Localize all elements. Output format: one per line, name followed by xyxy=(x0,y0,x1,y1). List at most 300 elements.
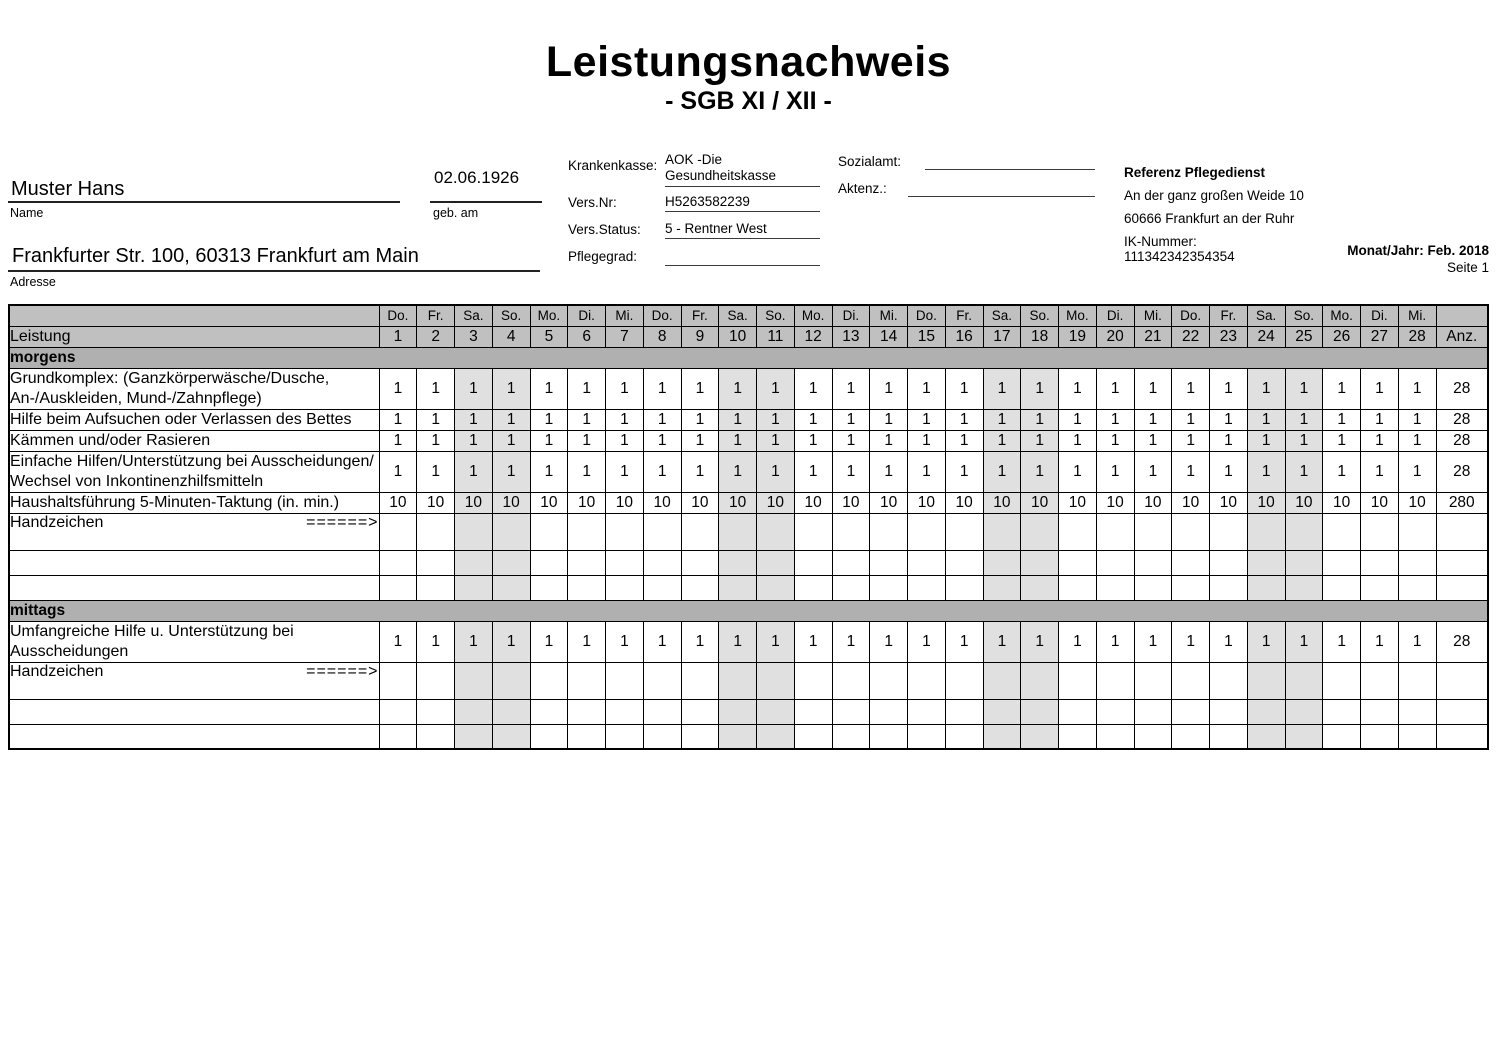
day-value-cell: 1 xyxy=(1210,368,1248,409)
day-value-cell: 1 xyxy=(568,430,606,451)
empty-day-cell xyxy=(719,550,757,575)
signature-cell xyxy=(945,513,983,550)
signature-cell xyxy=(379,513,417,550)
handzeichen-arrow: ======> xyxy=(306,513,379,531)
day-value-cell: 1 xyxy=(983,451,1021,492)
page-title: Leistungsnachweis xyxy=(545,38,952,86)
day-value-cell: 1 xyxy=(1323,368,1361,409)
day-value-cell: 1 xyxy=(1398,409,1436,430)
day-value-cell: 1 xyxy=(492,430,530,451)
empty-day-cell xyxy=(757,699,795,724)
provider-street: An der ganz großen Weide 10 xyxy=(1124,188,1304,203)
month-year-label: Monat/Jahr: Feb. 2018 xyxy=(1347,243,1489,258)
empty-day-cell xyxy=(757,575,795,600)
day-value-cell: 1 xyxy=(757,409,795,430)
day-value-cell: 1 xyxy=(1247,621,1285,662)
day-number-header-9: 9 xyxy=(681,326,719,347)
signature-cell xyxy=(1059,513,1097,550)
empty-day-cell xyxy=(1021,724,1059,749)
day-value-cell: 1 xyxy=(568,409,606,430)
day-value-cell: 1 xyxy=(568,621,606,662)
anz-value-cell: 28 xyxy=(1436,621,1488,662)
page-number-label: Seite 1 xyxy=(1446,260,1489,275)
day-value-cell: 1 xyxy=(1172,430,1210,451)
day-value-cell: 1 xyxy=(1323,621,1361,662)
day-number-header-13: 13 xyxy=(832,326,870,347)
empty-day-cell xyxy=(568,699,606,724)
empty-day-cell xyxy=(1361,699,1399,724)
signature-cell xyxy=(1285,662,1323,699)
service-table xyxy=(8,304,1489,750)
signature-cell xyxy=(530,513,568,550)
day-number-header-24: 24 xyxy=(1247,326,1285,347)
empty-day-cell xyxy=(1096,550,1134,575)
day-value-cell: 10 xyxy=(1172,492,1210,513)
day-number-header-14: 14 xyxy=(870,326,908,347)
page-subtitle: - SGB XI / XII - xyxy=(665,87,832,115)
empty-day-cell xyxy=(643,699,681,724)
day-value-cell: 10 xyxy=(1210,492,1248,513)
day-number-header-25: 25 xyxy=(1285,326,1323,347)
provider-ik-label: IK-Nummer: xyxy=(1124,234,1197,249)
day-value-cell: 1 xyxy=(908,621,946,662)
empty-day-cell xyxy=(530,550,568,575)
day-value-cell: 1 xyxy=(1398,451,1436,492)
empty-day-cell xyxy=(832,724,870,749)
empty-day-cell xyxy=(719,699,757,724)
day-value-cell: 1 xyxy=(455,409,493,430)
empty-day-cell xyxy=(945,575,983,600)
empty-day-cell xyxy=(1285,724,1323,749)
day-value-cell: 1 xyxy=(606,451,644,492)
anz-header-spacer xyxy=(1436,305,1488,326)
day-value-cell: 1 xyxy=(983,409,1021,430)
service-table-wrap xyxy=(8,304,1489,750)
signature-cell xyxy=(757,513,795,550)
signature-cell xyxy=(794,662,832,699)
day-value-cell: 1 xyxy=(870,409,908,430)
empty-day-cell xyxy=(794,699,832,724)
day-name-header-27: Di. xyxy=(1361,305,1399,326)
empty-day-cell xyxy=(832,550,870,575)
empty-day-cell xyxy=(1059,724,1097,749)
day-value-cell: 1 xyxy=(983,368,1021,409)
day-value-cell: 10 xyxy=(1134,492,1172,513)
day-value-cell: 1 xyxy=(1059,430,1097,451)
signature-cell xyxy=(832,662,870,699)
service-label: Grundkomplex: (Ganzkörperwäsche/Dusche, An-/Auskleiden, Mund-/Zahnpflege) xyxy=(9,368,379,409)
day-value-cell: 1 xyxy=(643,621,681,662)
day-value-cell: 1 xyxy=(455,621,493,662)
signature-cell xyxy=(1172,662,1210,699)
patient-address-label: Adresse xyxy=(10,275,56,289)
day-value-cell: 1 xyxy=(1247,409,1285,430)
day-value-cell: 1 xyxy=(1172,409,1210,430)
empty-day-cell xyxy=(643,724,681,749)
empty-day-cell xyxy=(1172,699,1210,724)
signature-cell xyxy=(643,662,681,699)
day-value-cell: 1 xyxy=(832,430,870,451)
day-value-cell: 1 xyxy=(417,621,455,662)
day-value-cell: 1 xyxy=(1247,368,1285,409)
day-value-cell: 1 xyxy=(530,621,568,662)
empty-day-cell xyxy=(908,575,946,600)
day-value-cell: 1 xyxy=(455,368,493,409)
section-header-morgens: morgens xyxy=(9,347,1488,368)
day-value-cell: 1 xyxy=(908,430,946,451)
day-value-cell: 1 xyxy=(1021,621,1059,662)
day-value-cell: 1 xyxy=(794,451,832,492)
day-value-cell: 1 xyxy=(643,451,681,492)
day-value-cell: 1 xyxy=(757,430,795,451)
day-number-header-17: 17 xyxy=(983,326,1021,347)
anz-value-cell: 28 xyxy=(1436,451,1488,492)
day-value-cell: 1 xyxy=(1059,368,1097,409)
day-name-header-20: Di. xyxy=(1096,305,1134,326)
signature-cell xyxy=(1323,662,1361,699)
empty-day-cell xyxy=(455,575,493,600)
empty-day-cell xyxy=(417,699,455,724)
empty-day-cell xyxy=(417,724,455,749)
day-value-cell: 10 xyxy=(606,492,644,513)
day-value-cell: 10 xyxy=(719,492,757,513)
empty-day-cell xyxy=(1210,575,1248,600)
day-value-cell: 1 xyxy=(908,451,946,492)
anz-header: Anz. xyxy=(1436,326,1488,347)
day-name-header-3: Sa. xyxy=(455,305,493,326)
day-name-header-14: Mi. xyxy=(870,305,908,326)
empty-day-cell xyxy=(643,550,681,575)
sozialamt-label: Sozialamt: xyxy=(838,154,902,169)
day-value-cell: 10 xyxy=(379,492,417,513)
signature-cell xyxy=(945,662,983,699)
service-label: Hilfe beim Aufsuchen oder Verlassen des Bettes xyxy=(9,409,379,430)
empty-day-cell xyxy=(643,575,681,600)
empty-day-cell xyxy=(1172,550,1210,575)
signature-cell xyxy=(1096,662,1134,699)
day-value-cell: 1 xyxy=(1361,409,1399,430)
day-value-cell: 10 xyxy=(568,492,606,513)
empty-day-cell xyxy=(1172,724,1210,749)
day-value-cell: 1 xyxy=(719,409,757,430)
signature-cell xyxy=(1059,662,1097,699)
empty-day-cell xyxy=(1134,699,1172,724)
krankenkasse-value: AOK -Die Gesundheitskasse xyxy=(665,152,820,187)
day-value-cell: 1 xyxy=(681,451,719,492)
day-value-cell: 1 xyxy=(1134,621,1172,662)
empty-day-cell xyxy=(983,550,1021,575)
empty-day-cell xyxy=(832,699,870,724)
day-name-header-24: Sa. xyxy=(1247,305,1285,326)
day-value-cell: 10 xyxy=(908,492,946,513)
day-value-cell: 1 xyxy=(643,409,681,430)
empty-day-cell xyxy=(908,699,946,724)
day-value-cell: 1 xyxy=(719,430,757,451)
empty-day-cell xyxy=(1096,724,1134,749)
day-value-cell: 1 xyxy=(492,409,530,430)
signature-cell xyxy=(870,662,908,699)
empty-label xyxy=(9,724,379,749)
empty-day-cell xyxy=(983,724,1021,749)
day-name-header-8: Do. xyxy=(643,305,681,326)
day-value-cell: 10 xyxy=(417,492,455,513)
day-value-cell: 1 xyxy=(1210,621,1248,662)
day-name-header-2: Fr. xyxy=(417,305,455,326)
anz-value-cell: 28 xyxy=(1436,409,1488,430)
day-name-header-16: Fr. xyxy=(945,305,983,326)
day-value-cell: 10 xyxy=(870,492,908,513)
day-name-header-17: Sa. xyxy=(983,305,1021,326)
signature-cell xyxy=(1247,662,1285,699)
day-value-cell: 1 xyxy=(1210,430,1248,451)
empty-day-cell xyxy=(606,550,644,575)
handzeichen-label xyxy=(9,513,379,550)
day-number-header-19: 19 xyxy=(1059,326,1097,347)
day-value-cell: 1 xyxy=(568,451,606,492)
signature-cell xyxy=(870,513,908,550)
day-value-cell: 1 xyxy=(1361,621,1399,662)
empty-day-cell xyxy=(1361,724,1399,749)
service-label: Umfangreiche Hilfe u. Unterstützung bei Ausscheidungen xyxy=(9,621,379,662)
day-value-cell: 10 xyxy=(832,492,870,513)
day-number-header-2: 2 xyxy=(417,326,455,347)
signature-cell xyxy=(794,513,832,550)
day-value-cell: 1 xyxy=(530,409,568,430)
day-value-cell: 1 xyxy=(568,368,606,409)
signature-cell xyxy=(1398,513,1436,550)
empty-day-cell xyxy=(1021,575,1059,600)
empty-day-cell xyxy=(568,724,606,749)
day-value-cell: 1 xyxy=(719,451,757,492)
day-name-header-7: Mi. xyxy=(606,305,644,326)
aktenz-label: Aktenz.: xyxy=(838,181,887,196)
empty-day-cell xyxy=(945,699,983,724)
day-value-cell: 1 xyxy=(832,451,870,492)
provider-name: Referenz Pflegedienst xyxy=(1124,165,1266,180)
empty-day-cell xyxy=(606,699,644,724)
empty-day-cell xyxy=(492,724,530,749)
day-number-header-22: 22 xyxy=(1172,326,1210,347)
day-value-cell: 1 xyxy=(1285,409,1323,430)
empty-day-cell xyxy=(1172,575,1210,600)
empty-day-cell xyxy=(492,575,530,600)
vers-status-label: Vers.Status: xyxy=(568,222,641,237)
day-value-cell: 1 xyxy=(417,368,455,409)
handzeichen-text: Handzeichen xyxy=(10,662,104,680)
day-value-cell: 1 xyxy=(681,368,719,409)
day-value-cell: 1 xyxy=(1096,409,1134,430)
day-name-header-4: So. xyxy=(492,305,530,326)
day-value-cell: 1 xyxy=(1096,451,1134,492)
signature-cell xyxy=(568,513,606,550)
day-number-header-27: 27 xyxy=(1361,326,1399,347)
day-number-header-8: 8 xyxy=(643,326,681,347)
day-value-cell: 1 xyxy=(606,430,644,451)
empty-day-cell xyxy=(1247,575,1285,600)
empty-day-cell xyxy=(1134,575,1172,600)
empty-day-cell xyxy=(983,575,1021,600)
day-value-cell: 1 xyxy=(1285,451,1323,492)
krankenkasse-label: Krankenkasse: xyxy=(568,158,658,173)
day-value-cell: 1 xyxy=(530,368,568,409)
signature-cell xyxy=(417,513,455,550)
day-value-cell: 1 xyxy=(1096,430,1134,451)
empty-day-cell xyxy=(794,724,832,749)
day-name-header-13: Di. xyxy=(832,305,870,326)
signature-cell xyxy=(1285,513,1323,550)
day-value-cell: 1 xyxy=(794,621,832,662)
vers-status-value: 5 - Rentner West xyxy=(665,221,820,239)
day-value-cell: 10 xyxy=(1059,492,1097,513)
day-value-cell: 1 xyxy=(757,621,795,662)
patient-address-value: Frankfurter Str. 100, 60313 Frankfurt am Main xyxy=(8,245,540,272)
day-value-cell: 1 xyxy=(1134,368,1172,409)
day-value-cell: 1 xyxy=(719,621,757,662)
anz-empty-cell xyxy=(1436,550,1488,575)
signature-cell xyxy=(492,513,530,550)
empty-day-cell xyxy=(719,575,757,600)
day-name-header-23: Fr. xyxy=(1210,305,1248,326)
day-name-header-18: So. xyxy=(1021,305,1059,326)
empty-day-cell xyxy=(1210,724,1248,749)
signature-cell xyxy=(1096,513,1134,550)
signature-cell xyxy=(417,662,455,699)
empty-day-cell xyxy=(606,575,644,600)
day-name-header-1: Do. xyxy=(379,305,417,326)
day-value-cell: 1 xyxy=(794,409,832,430)
day-value-cell: 1 xyxy=(455,451,493,492)
day-name-header-25: So. xyxy=(1285,305,1323,326)
empty-day-cell xyxy=(1059,699,1097,724)
empty-day-cell xyxy=(1285,550,1323,575)
day-value-cell: 10 xyxy=(530,492,568,513)
day-number-header-3: 3 xyxy=(455,326,493,347)
signature-cell xyxy=(719,513,757,550)
day-value-cell: 1 xyxy=(1059,451,1097,492)
empty-day-cell xyxy=(379,575,417,600)
service-label: Kämmen und/oder Rasieren xyxy=(9,430,379,451)
empty-day-cell xyxy=(455,550,493,575)
handzeichen-label xyxy=(9,662,379,699)
table-corner-cell xyxy=(9,305,379,326)
day-value-cell: 1 xyxy=(1398,368,1436,409)
day-value-cell: 1 xyxy=(1323,451,1361,492)
day-value-cell: 1 xyxy=(757,368,795,409)
day-number-header-16: 16 xyxy=(945,326,983,347)
day-value-cell: 1 xyxy=(983,430,1021,451)
patient-name-value: Muster Hans xyxy=(8,178,400,203)
day-value-cell: 10 xyxy=(945,492,983,513)
day-value-cell: 1 xyxy=(908,368,946,409)
day-value-cell: 1 xyxy=(945,409,983,430)
empty-day-cell xyxy=(1021,699,1059,724)
signature-cell xyxy=(1323,513,1361,550)
empty-day-cell xyxy=(681,699,719,724)
day-value-cell: 1 xyxy=(870,621,908,662)
day-value-cell: 1 xyxy=(983,621,1021,662)
day-value-cell: 1 xyxy=(719,368,757,409)
day-value-cell: 1 xyxy=(1285,368,1323,409)
empty-day-cell xyxy=(794,550,832,575)
empty-day-cell xyxy=(1323,724,1361,749)
empty-day-cell xyxy=(870,699,908,724)
empty-day-cell xyxy=(1323,575,1361,600)
day-name-header-22: Do. xyxy=(1172,305,1210,326)
day-value-cell: 1 xyxy=(1398,621,1436,662)
signature-cell xyxy=(606,513,644,550)
section-header-mittags: mittags xyxy=(9,600,1488,621)
day-value-cell: 10 xyxy=(1323,492,1361,513)
signature-cell xyxy=(681,513,719,550)
day-number-header-26: 26 xyxy=(1323,326,1361,347)
empty-day-cell xyxy=(1021,550,1059,575)
day-value-cell: 1 xyxy=(757,451,795,492)
empty-day-cell xyxy=(530,575,568,600)
day-value-cell: 1 xyxy=(1172,451,1210,492)
day-value-cell: 1 xyxy=(945,621,983,662)
day-value-cell: 1 xyxy=(492,621,530,662)
signature-cell xyxy=(832,513,870,550)
day-number-header-21: 21 xyxy=(1134,326,1172,347)
day-name-header-5: Mo. xyxy=(530,305,568,326)
empty-day-cell xyxy=(1210,699,1248,724)
day-value-cell: 1 xyxy=(606,409,644,430)
empty-day-cell xyxy=(908,724,946,749)
day-name-header-28: Mi. xyxy=(1398,305,1436,326)
signature-cell xyxy=(1134,662,1172,699)
empty-day-cell xyxy=(1247,550,1285,575)
empty-day-cell xyxy=(870,575,908,600)
day-number-header-23: 23 xyxy=(1210,326,1248,347)
day-value-cell: 10 xyxy=(1021,492,1059,513)
empty-day-cell xyxy=(1361,550,1399,575)
day-value-cell: 1 xyxy=(1059,621,1097,662)
empty-day-cell xyxy=(455,699,493,724)
day-number-header-15: 15 xyxy=(908,326,946,347)
signature-cell xyxy=(983,513,1021,550)
signature-cell xyxy=(455,662,493,699)
day-value-cell: 10 xyxy=(455,492,493,513)
day-value-cell: 1 xyxy=(379,368,417,409)
empty-label xyxy=(9,699,379,724)
empty-day-cell xyxy=(568,575,606,600)
day-number-header-5: 5 xyxy=(530,326,568,347)
day-value-cell: 1 xyxy=(1361,430,1399,451)
empty-day-cell xyxy=(1247,699,1285,724)
day-name-header-11: So. xyxy=(757,305,795,326)
day-value-cell: 10 xyxy=(1361,492,1399,513)
signature-cell xyxy=(1361,662,1399,699)
pflegegrad-value xyxy=(665,248,820,266)
day-number-header-4: 4 xyxy=(492,326,530,347)
empty-day-cell xyxy=(1398,550,1436,575)
day-number-header-18: 18 xyxy=(1021,326,1059,347)
signature-cell xyxy=(455,513,493,550)
empty-label xyxy=(9,575,379,600)
empty-day-cell xyxy=(492,699,530,724)
empty-day-cell xyxy=(1398,724,1436,749)
day-value-cell: 1 xyxy=(1134,430,1172,451)
day-value-cell: 1 xyxy=(1210,451,1248,492)
signature-cell xyxy=(1210,513,1248,550)
day-value-cell: 1 xyxy=(643,368,681,409)
empty-label xyxy=(9,550,379,575)
leistung-header: Leistung xyxy=(9,326,379,347)
day-value-cell: 1 xyxy=(794,430,832,451)
day-value-cell: 10 xyxy=(1285,492,1323,513)
empty-day-cell xyxy=(681,724,719,749)
day-value-cell: 1 xyxy=(908,409,946,430)
